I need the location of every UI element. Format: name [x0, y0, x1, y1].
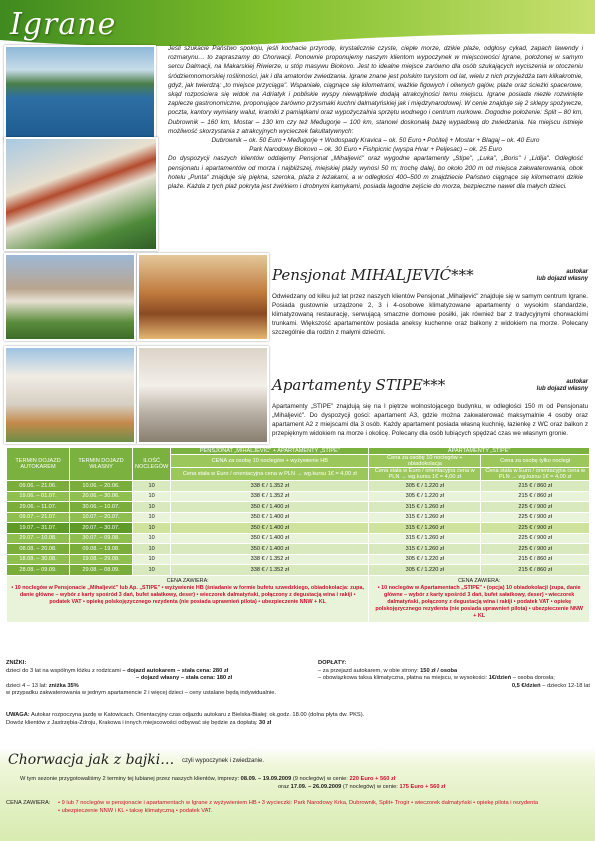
header-kurs-2: Cena stała w Euro / orientacyjna cena w PLN → wg.kursu 1€ = 4,00 zł — [369, 468, 481, 481]
discounts-block — [6, 660, 306, 698]
notice-line-1-text: Autokar rozpoczyna jazdę w Katowicach. Orientacyjny czas odjazdu autokaru z Bielska-Białej: ok.godz. 18.00 (dolna płyta dw. PKS). — [30, 712, 365, 718]
discounts-line-3: w przypadku zakwaterowania w jednym apartamencie 2 i więcej dzieci – ceny ustalane będą indywidualnie. — [6, 690, 276, 697]
table-cell: 29.07. – 10.08. — [7, 533, 70, 544]
table-cell: 10 — [133, 523, 171, 534]
table-cell: 10 — [133, 554, 171, 565]
discounts-label: ZNIŻKI: — [6, 660, 27, 666]
extras-line-1b: 150 zł / osoba — [420, 667, 458, 674]
bottom-subtitle: czyli wypoczynek i zwiedzanie. — [182, 758, 265, 764]
header-cena-obiadokolacja: Cena za osobę 10 noclegów + obiadokolacja — [369, 455, 481, 468]
extras-block — [318, 660, 590, 690]
table-row — [7, 491, 590, 502]
table-cell: 305 € / 1.220 zł — [369, 491, 481, 502]
bottom-title: Chorwacja jak z bajki… — [8, 752, 175, 768]
table-row — [7, 565, 590, 576]
bottom-cena-text-2: • ubezpieczenie NNW i KL • taksę klimatyczną • podatek VAT. — [58, 807, 213, 814]
discounts-line-1b: – dojazd własny – stała cena: 180 zł — [136, 675, 233, 682]
header-stipe: APARTAMENTY „STIPE" — [369, 448, 590, 455]
table-row — [7, 554, 590, 565]
bottom-term-2-price: 175 Euro + 560 zł — [399, 783, 446, 790]
header-pensjonat: PENSJONAT „MIHALJEVIĆ" + APARTAMENTY „STIPE" — [171, 448, 369, 455]
discounts-line-2 — [6, 683, 306, 691]
bottom-cena-row — [6, 800, 590, 815]
table-cell: 29.06. – 11.07. — [7, 502, 70, 513]
intro-paragraph-2: Do dyspozycji naszych klientów oddajemy Pensjonat „Mihaljević" oraz wygodne apartamenty „Stipe", „Luka", „Boris" i „Lidija". Odległość pensjonatu i apartamentów od morza i najbliższej, miejskiej plaży wynosi 50 m; trochę dalej, bo około 200 m od miejsca zakwaterowania, obok hotelu „Punta" znajduje się piękna, szeroka, plaża z leżakami, a w odległości 400–500 m znajdziecie Państwo ciągnące się kilometrami dzikie plaże. Każda z tych plaż pokryta jest żwirkiem i drobnymi kamykami, posiada łagodne zejście do morza, bezpieczne nawet dla małych dzieci. — [168, 155, 583, 191]
table-row — [7, 502, 590, 513]
table-row — [7, 512, 590, 523]
discounts-line-1-text: dzieci do 3 lat na wspólnym łóżku z rodzicami — [6, 667, 121, 674]
bottom-cena-text-1: • 9 lub 7 noclegów w pensjonacie i apartamentach w Igrane z wyżywieniem HB • 3 wycieczki: Park Narodowy Krka, Dubrownik, Split+ Trogir • wieczorek dalmatyński • opiekę pilota i rezydenta — [58, 800, 539, 806]
table-row — [7, 544, 590, 555]
excursions-line-2: Park Narodowy Biokovo – ok. 30 Euro • Fishpicnic (wyspa Hvar + Peljesac) – ok. 25 Euro — [249, 146, 502, 154]
notice-label: UWAGA: — [6, 712, 30, 718]
page-title: Igrane — [10, 7, 117, 42]
apartamenty-note-line-2: lub dojazd własny — [536, 386, 588, 392]
table-cell: 30.06. – 10.07. — [70, 502, 133, 513]
pensjonat-note-line-1: autokar — [566, 269, 588, 275]
extras-line-2 — [318, 675, 590, 683]
bottom-intro: W tym sezonie przygotowaliśmy 2 terminy tej lubianej przez naszych klientów, imprezy: — [20, 776, 240, 782]
pensjonat-transport-note — [500, 269, 588, 283]
intro-text — [168, 44, 583, 191]
bottom-term-2-prefix: oraz — [278, 783, 290, 790]
bottom-term-1-dates: 08.09. – 19.09.2009 — [240, 776, 292, 782]
extras-line-2c: – osoba dorosła; — [512, 675, 555, 682]
table-cell: 19.06. – 01.07. — [7, 491, 70, 502]
extras-label: DOPŁATY: — [318, 660, 347, 666]
table-cell: 28.08. – 09.09. — [7, 565, 70, 576]
discounts-line-1a: – dojazd autokarem – stała cena: 280 zł — [122, 667, 229, 674]
cena-zawiera-left-text: • 10 noclegów w Pensjonacie „Mihaljević" lub Ap. „STIPE" • wyżywienie HB (śniadanie w formie bufetu szwedzkiego, obiadokolacja: zupa, danie główne – wybór z karty spośród 3 dań, bufet sałatkowy, deser) • wieczorek dalmatyński, połączony z degustacją wina i rakiji • podatek VAT • opiekę polskojęzycznego rezydenta (nie posiada uprawnień pilota) • ubezpieczenie NNW + KL — [11, 584, 364, 605]
header-cena-hb: CENA za osobę 10 noclegów + wyżywienie HB — [171, 455, 369, 468]
pensjonat-description: Odwiedzany od kilku już lat przez naszych klientów Pensjonat „Mihaljević" znajduje się w samym centrum Igrane. Posiada gustownie urządzone 2, 3 i 4-osobowe klimatyzowane apartamenty o wysokim standardzie, klimatyzowaną restaurację, serwującą smaczne domowe posiłki, jak również bar z tradycyjnymi chorwackimi trunkami. Większość apartamentów posiada aneksy kuchenne oraz balkony z widokiem na morze. Polecany szczególnie dla rodzin z małymi dziećmi. — [272, 293, 588, 336]
bottom-cena-block — [6, 800, 590, 815]
table-cell: 315 € / 1.260 zł — [369, 544, 481, 555]
table-cell: 215 € / 860 zł — [481, 491, 590, 502]
header-kurs-1: Cena stała w Euro / orientacyjna cena w PLN → wg.kursu 1€ = 4,00 zł — [171, 468, 369, 481]
table-cell: 29.08. – 08.09. — [70, 565, 133, 576]
table-cell: 30.07. – 09.08. — [70, 533, 133, 544]
bottom-terms — [20, 776, 590, 791]
bottom-term-1-price: 220 Euro + 560 zł — [349, 776, 396, 782]
photo-pensjonat-room — [137, 253, 269, 341]
pensjonat-note-line-2: lub dojazd własny — [536, 276, 588, 282]
header-cena-noclegi: Cena za osobę tylko noclegi — [481, 455, 590, 468]
extras-line-2a: – obowiązkowa taksa klimatyczna, płatna na miejscu, w wysokości: — [318, 675, 488, 682]
table-row — [7, 481, 590, 492]
table-cell: 338 € / 1.352 zł — [171, 554, 369, 565]
bottom-term-1 — [20, 776, 590, 784]
table-cell: 10 — [133, 481, 171, 492]
price-table-body — [7, 481, 590, 576]
discounts-line-1 — [6, 668, 306, 676]
table-cell: 338 € / 1.352 zł — [171, 491, 369, 502]
apartamenty-title: Apartamenty STIPE*** — [272, 376, 446, 394]
photo-apartment-building — [4, 346, 136, 444]
photo-sea-view — [4, 45, 156, 141]
table-cell: 215 € / 860 zł — [481, 481, 590, 492]
header-termin-autokarem: TERMIN DOJAZD AUTOKAREM — [7, 448, 70, 481]
table-cell: 09.08. – 19.08. — [70, 544, 133, 555]
table-cell: 10.07. – 20.07. — [70, 512, 133, 523]
table-cell: 10 — [133, 502, 171, 513]
table-cell: 315 € / 1.260 zł — [369, 533, 481, 544]
apartamenty-note-line-1: autokar — [566, 379, 588, 385]
notice-block — [6, 712, 590, 727]
table-cell: 225 € / 900 zł — [481, 544, 590, 555]
notice-line-2a: Dowóz klientów z Jastrzębia-Zdroju, Krakowa i innych miejscowości odbywać się będzie za dopłatą: — [6, 719, 258, 726]
table-cell: 10 — [133, 491, 171, 502]
bottom-term-2-nights: (7 noclegów) w cenie: — [342, 783, 398, 790]
bottom-term-2-dates: 17.09. – 26.09.2009 — [290, 783, 342, 790]
table-cell: 18.08. – 30.08. — [7, 554, 70, 565]
notice-line-1 — [6, 712, 590, 720]
header-ilosc-noclegow: ILOŚĆ NOCLEGÓW — [133, 448, 171, 481]
table-cell: 225 € / 900 zł — [481, 523, 590, 534]
cena-zawiera-left-label: CENA ZAWIERA: — [166, 577, 209, 584]
table-row — [7, 533, 590, 544]
table-row — [7, 523, 590, 534]
table-cell: 225 € / 900 zł — [481, 533, 590, 544]
table-cell: 350 € / 1.400 zł — [171, 523, 369, 534]
table-cell: 350 € / 1.400 zł — [171, 512, 369, 523]
table-cell: 09.06. – 21.06. — [7, 481, 70, 492]
table-cell: 225 € / 900 zł — [481, 512, 590, 523]
notice-line-2 — [6, 720, 590, 728]
excursions-line-1: Dubrownik – ok. 50 Euro • Međugorje + Wodospady Kravica – ok. 50 Euro • Počitelj + Mostar + Blagaj – ok. 40 Euro — [211, 137, 540, 145]
apartamenty-transport-note — [500, 379, 588, 393]
table-cell: 215 € / 860 zł — [481, 554, 590, 565]
table-cell: 10.06. – 20.06. — [70, 481, 133, 492]
table-cell: 350 € / 1.400 zł — [171, 544, 369, 555]
table-cell: 315 € / 1.260 zł — [369, 512, 481, 523]
extras-line-1a: – za przejazd autokarem, w obie strony: — [318, 667, 419, 674]
table-cell: 338 € / 1.352 zł — [171, 565, 369, 576]
extras-line-1 — [318, 668, 590, 676]
bottom-cena-label: CENA ZAWIERA: — [6, 800, 51, 806]
extras-line-3b: – dziecko 12-18 lat — [542, 682, 590, 689]
bottom-term-2 — [20, 784, 590, 792]
photo-town-view — [4, 137, 158, 251]
table-cell: 305 € / 1.220 zł — [369, 565, 481, 576]
apartamenty-description: Apartamenty „STIPE" znajdują się na I piętrze wolnostojącego budynku, w odległości 150 m od Pensjonatu „Mihaljević". Do dyspozycji gości: apartament A3, gdzie można zakwaterować maksymalnie 4 osoby oraz apartament A2 z miejscami dla 3 osób. Każdy apartament posiada własną kuchnię, łazienkę z WC oraz balkon z przepięknym widokiem na morze i okolicę. Polecany dla osób lubiących spędzać czas we własnym gronie. — [272, 403, 588, 437]
bottom-cena-texts — [58, 800, 590, 815]
table-cell: 350 € / 1.400 zł — [171, 533, 369, 544]
table-cell: 225 € / 900 zł — [481, 502, 590, 513]
cena-zawiera-left-cell — [7, 575, 369, 622]
table-cell: 315 € / 1.260 zł — [369, 523, 481, 534]
table-cell: 20.06. – 30.06. — [70, 491, 133, 502]
extras-line-3 — [318, 683, 590, 691]
intro-paragraph-1: Jeśli szukacie Państwo spokoju, jeśli kochacie przyrodę, krystalicznie czyste, ciepłe morze, dzikie plaże, odgłosy cykad, zapach lawendy i rozmarynu… to zapraszamy do Chorwacji. Ponownie proponujemy naszym klientom wypoczynek w miejscowości Igrane, położonej w samym sercu Dalmacji, na Makarskiej Riwierze, u stóp masywu Biokovo. Jest to idealne miejsce zarówno dla osób szukających wyciszenia w otoczeniu śródziemnomorskiej roślinności, jak i dla amatorów zwiedzania. Igrane znane jest polskim turystom od lat, wielu z nich przyjeżdża tam kilkakrotnie, gdyż, jak twierdzą: „to miejsce przyciąga". Wspaniałe, ciągnące się kilometrami, ważkie figowych i oliwnych gajów, plaże oraz ścieżki spacerowe, skąd rozpościera się widok na Adriatyk i pobliskie wyspy niewątpliwie dodają atrakcyjności temu miejscu. Igrane posiada niezłe rozwinięte zaplecze gastronomiczne, proponujące zarówno przysmaki kuchni dalmatyńskiej jak i międzynarodowej. W cenie znajduje się 2 sklepy spożywcze, poczta, kantory wymiany walut, kramiki z pamiątkami oraz wypożyczalnia sprzętu wodnego i centrum nurkowe. Dogodne położenie: Split – 80 km, Dubrownik – 160 km, Mostar – 130 km czy też Međugorje – 100 km, stanowi doskonałą bazę wypadową do zwiedzania. Na miejscu istnieje możliwość skorzystania z atrakcyjnych wycieczek fakultatywnych: — [168, 45, 583, 135]
table-cell: 338 € / 1.352 zł — [171, 481, 369, 492]
pensjonat-title: Pensjonat MIHALJEVIĆ*** — [272, 266, 474, 284]
header-kurs-3: Cena stała w Euro / orientacyjna cena w PLN → wg.kursu 1€ = 4,00 zł — [481, 468, 590, 481]
photo-apartment-kitchen — [137, 346, 269, 444]
photo-pensjonat-building — [4, 253, 136, 341]
table-cell: 19.07. – 31.07. — [7, 523, 70, 534]
notice-line-2b: 30 zł — [258, 719, 272, 726]
cena-zawiera-right-text: • 10 noclegów w Apartamentach „STIPE" • (opcja) 10 obiadokolacji (zupa, danie główne – wybór z karty spośród 3 dań, bufet sałatkowy, deser) • wieczorek dalmatyński, połączony z degustacją wina i rakiji • podatek VAT • opiekę polskojęzycznego rezydenta (nie posiada uprawnień pilota) • ubezpieczenie NNW + KL — [375, 584, 583, 619]
price-table — [6, 447, 590, 623]
table-cell: 315 € / 1.260 zł — [369, 502, 481, 513]
table-cell: 10 — [133, 544, 171, 555]
table-cell: 10 — [133, 533, 171, 544]
table-cell: 09.07. – 21.07. — [7, 512, 70, 523]
discounts-line-2a: dzieci 4 – 13 lat: — [6, 682, 48, 689]
header-termin-wlasny: TERMIN DOJAZD WŁASNY — [70, 448, 133, 481]
table-cell: 215 € / 860 zł — [481, 565, 590, 576]
extras-line-3a: 0,5 €/dzień — [511, 682, 541, 689]
table-cell: 10 — [133, 512, 171, 523]
table-cell: 305 € / 1.220 zł — [369, 554, 481, 565]
table-cell: 10 — [133, 565, 171, 576]
table-cell: 19.08. – 29.08. — [70, 554, 133, 565]
discounts-line-2b: zniżka 35% — [48, 682, 79, 689]
bottom-term-1-nights: (9 noclegów) w cenie: — [292, 776, 348, 782]
extras-line-2b: 1€/dzień — [488, 675, 512, 682]
table-cell: 350 € / 1.400 zł — [171, 502, 369, 513]
table-cell: 08.08. – 20.08. — [7, 544, 70, 555]
cena-zawiera-right-label: CENA ZAWIERA: — [458, 577, 501, 584]
table-cell: 20.07. – 30.07. — [70, 523, 133, 534]
table-cell: 305 € / 1.220 zł — [369, 481, 481, 492]
cena-zawiera-right-cell — [369, 575, 590, 622]
